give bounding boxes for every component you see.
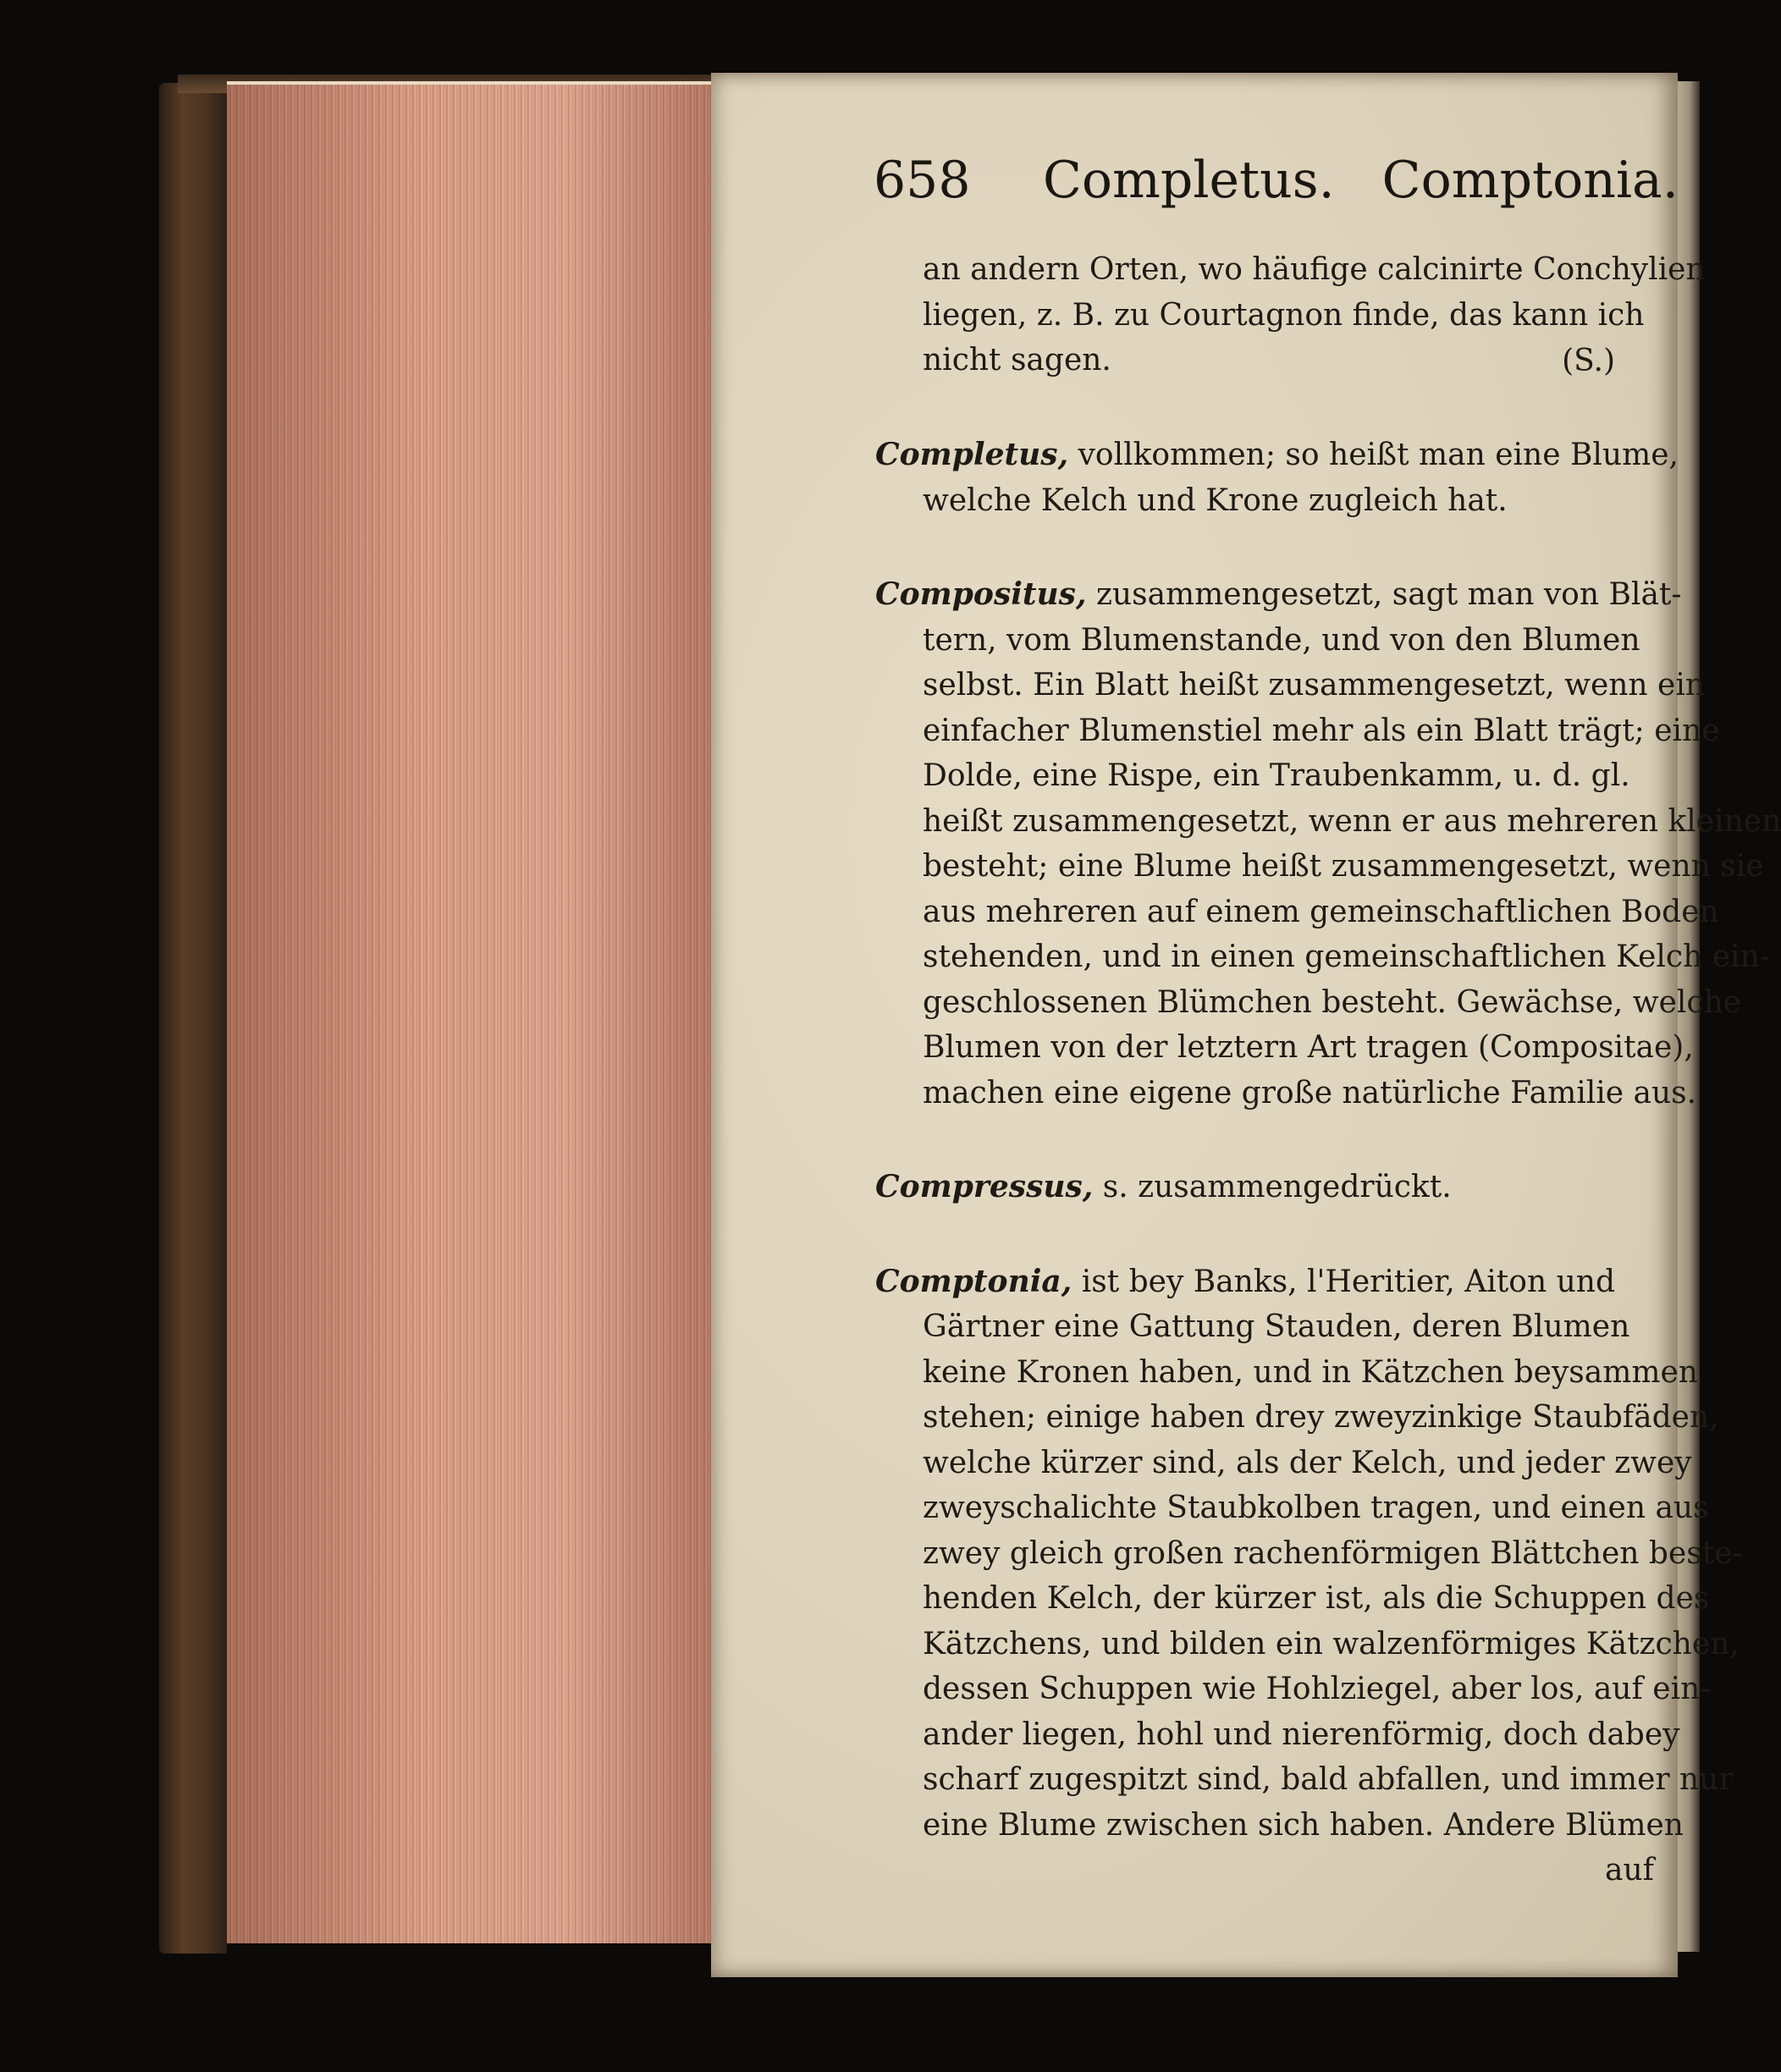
text-line: besteht; eine Blume heißt zusammengesetzt, wenn sie xyxy=(923,849,1764,884)
text-line: selbst. Ein Blatt heißt zusammengesetzt, wenn ein xyxy=(923,668,1706,703)
book-spine xyxy=(159,83,227,1954)
author-signature: (S.) xyxy=(1562,343,1615,378)
page-number: 658 xyxy=(874,151,971,210)
entry-definition-start: ist bey Banks, l'Heritier, Aiton und xyxy=(1072,1264,1615,1299)
text-line: stehen; einige haben drey zweyzinkige Staubfäden, xyxy=(923,1400,1719,1435)
dictionary-entry-compressus xyxy=(875,1165,1654,1210)
text-line: henden Kelch, der kürzer ist, als die Schuppen des xyxy=(923,1581,1710,1616)
text-line: Blumen von der letztern Art tragen (Compositae), xyxy=(923,1030,1694,1065)
text-line: scharf zugespitzt sind, bald abfallen, und immer nur xyxy=(923,1762,1734,1797)
entry-term: Compressus, xyxy=(875,1169,1094,1204)
text-line: zwey gleich großen rachenförmigen Blättchen beste- xyxy=(923,1535,1743,1571)
page-body xyxy=(875,247,1781,1893)
catchword: auf xyxy=(1605,1853,1654,1887)
text-line: geschlossenen Blümchen besteht. Gewächse, welche xyxy=(923,984,1742,1020)
dictionary-entry-compositus xyxy=(875,572,1781,1116)
text-line: welche kürzer sind, als der Kelch, und jeder zwey xyxy=(923,1445,1692,1480)
entry-term: Completus, xyxy=(875,437,1069,472)
text-line: Dolde, eine Rispe, ein Traubenkamm, u. d. gl. xyxy=(923,758,1630,793)
text-line: machen eine eigene große natürliche Familie aus. xyxy=(923,1075,1697,1110)
running-header xyxy=(874,151,1679,210)
running-title-right: Comptonia. xyxy=(1381,151,1679,210)
entry-definition-start: vollkommen; so heißt man eine Blume, xyxy=(1068,438,1679,472)
text-line: eine Blume zwischen sich haben. Andere Blümen xyxy=(923,1807,1684,1843)
dictionary-entry-completus xyxy=(875,433,1679,523)
text-line: einfacher Blumenstiel mehr als ein Blatt trägt; eine xyxy=(923,713,1720,748)
text-line: an andern Orten, wo häufige calcinirte Conchylien xyxy=(923,252,1706,287)
text-line: ander liegen, hohl und nierenförmig, doch dabey xyxy=(923,1717,1680,1752)
text-line: nicht sagen. xyxy=(923,343,1111,377)
text-line: stehenden, und in einen gemeinschaftlichen Kelch ein- xyxy=(923,940,1770,974)
text-line: liegen, z. B. zu Courtagnon finde, das kann ich xyxy=(923,297,1645,333)
text-line: dessen Schuppen wie Hohlziegel, aber los, auf ein- xyxy=(923,1672,1711,1706)
text-line: heißt zusammengesetzt, wenn er aus mehreren kleinen xyxy=(923,803,1781,839)
running-title-left: Completus. xyxy=(1043,151,1335,210)
entry-definition-start: zusammengesetzt, sagt man von Blät- xyxy=(1086,577,1682,612)
dictionary-entry-comptonia xyxy=(875,1259,1743,1849)
entry-term: Compositus, xyxy=(875,576,1087,612)
text-line: Kätzchens, und bilden ein walzenförmiges Kätzchen, xyxy=(923,1626,1740,1661)
text-line: welche Kelch und Krone zugleich hat. xyxy=(923,482,1508,518)
entry-term: Comptonia, xyxy=(875,1263,1072,1299)
text-line: zweyschalichte Staubkolben tragen, und einen aus xyxy=(923,1491,1709,1525)
text-line: tern, vom Blumenstande, und von den Blumen xyxy=(923,622,1640,658)
continuation-paragraph xyxy=(875,247,1706,383)
entry-definition-start: s. zusammengedrückt. xyxy=(1093,1170,1452,1204)
text-line: keine Kronen haben, und in Kätzchen beysammen xyxy=(923,1354,1698,1390)
text-line: Gärtner eine Gattung Stauden, deren Blumen xyxy=(923,1309,1630,1344)
text-line: aus mehreren auf einem gemeinschaftlichen Boden xyxy=(923,894,1719,929)
page-edges-fore-edge xyxy=(227,81,711,1943)
